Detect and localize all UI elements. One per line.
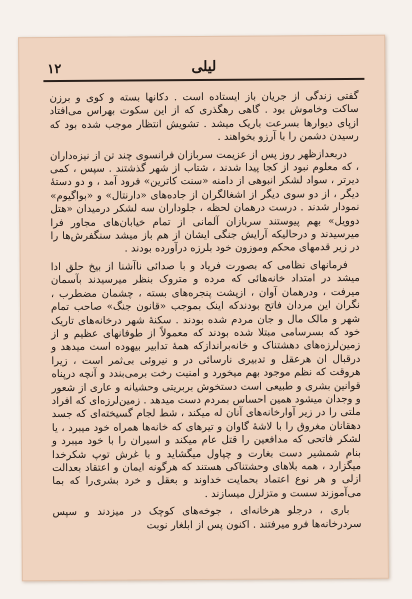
body-text: [49, 90, 361, 537]
running-title: لیلی: [191, 58, 217, 76]
page-header: [43, 58, 364, 84]
paragraph-2: دربعدازظهر روز پس از عزیمت سربازان فرانسوی چند تن از نیزه‌داران ، که معلوم نبود از کجا پیدا شدند ، شتاب از شهر گذشتند . سپس ، کمی دیرتر ، سواد لشکر انبوهی از دامنه «سنت کاترین» فرود آمد ، و دو دستهٔ دیگر ، از دو سوی دیگر از اشغالگران از جاده‌های «دارنتال» و «بواگیوم» نمودار شدند . درست درهمان لحظه ، جلوداران سه لشکر درمیدان «هتل دوویل» بهم پیوستند سربازان آلمانی از تمام خیابان‌های مجاور فرا میرسیدند و درحالیکه آرایش جنگی ایشان از هم باز میشد سنگفرش‌ها را در زیر قدمهای محکم وموزون خود بلرزه درآورده بودند .: [49, 148, 360, 256]
paragraph-4: باری ، درجلو هرخانه‌ای ، جوخه‌های کوچک در میزدند و سپس سردرخانه‌ها فرو میرفتند . اکنون پس از ابلغار نوبت: [52, 505, 362, 531]
page-number: ۱۲: [47, 61, 62, 78]
paragraph-3: فرمانهای نظامی که بصورت فریاد و با صدائی ناآشنا از بیخ حلق ادا میشد در امتداد خانه‌هائی که مرده و متروک بنظر میرسیدند بآسمان میرفت ، ودرهمان آوان ، ازپشت پنجره‌های بسته ، چشمان مضطرب ، نگران این مردان فاتح بودندکه اینک بموجب «قانون جنگ» صاحب تمام شهر و مالک مال و جان مردم شده بودند . سکنهٔ شهر درخانه‌های تاریک خود که بسرسامی مبتلا شده بودند که معمولاً از طوفانهای عظیم و از زمین‌لرزه‌های دهشتناک و خانه‌براندازکه همهٔ تدابیر بیهوده است میدهد و درقبال ان هرعقل و تدبیری نارسائی در و نیروئی بی‌ثمر است ، زیرا هروقت که نظم موجود بهم میخورد و امنیت رخت برمی‌بندد و آنچه درپناه قوانین بشری و طبیعی است دستخوش بربریتی وحشیانه و عاری از شعور و وجدان میشود همین احساس بمردم دست میدهد . زمین‌لرزه‌ای که افراد ملتی را در زیر آوارخانه‌های آنان له میکند ، شط لجام گسیخته‌ای که جسد دهقانان مغروق را با لاشهٔ گاوان و تیرهای که خانه‌ها همراه خود میبرد ، یا لشکر فاتحی که مدافعین را قتل عام میکند و اسیران را با خود میبرد و بنام شمشیر دست بغارت و چپاول میگشاید و با غرش توپ شکرخدا میگزارد ، همه بلاهای وحشتناکی هستند که هرگونه ایمان و اعتقاد بعدالت ازلی و هر نوع اعتماد بحمایت خداوند و بعقل و خرد بشری‌را که بما می‌آموزند سست و متزلزل میسازند .: [50, 259, 362, 500]
header-rule: [43, 78, 364, 82]
book-page: [18, 35, 389, 582]
paragraph-1: گفتی زندگی از جریان باز ایستاده است . دکانها بسته و کوی و برزن ساکت وخاموش بود . گاهی رهگذری که از این سکوت بهراس می‌افتاد ازپای دیوارها بسرعت باریک میشد . تشویش انتظار موجب شده بود که رسیدن دشمن را با آرزو بخواهند .: [49, 90, 359, 144]
